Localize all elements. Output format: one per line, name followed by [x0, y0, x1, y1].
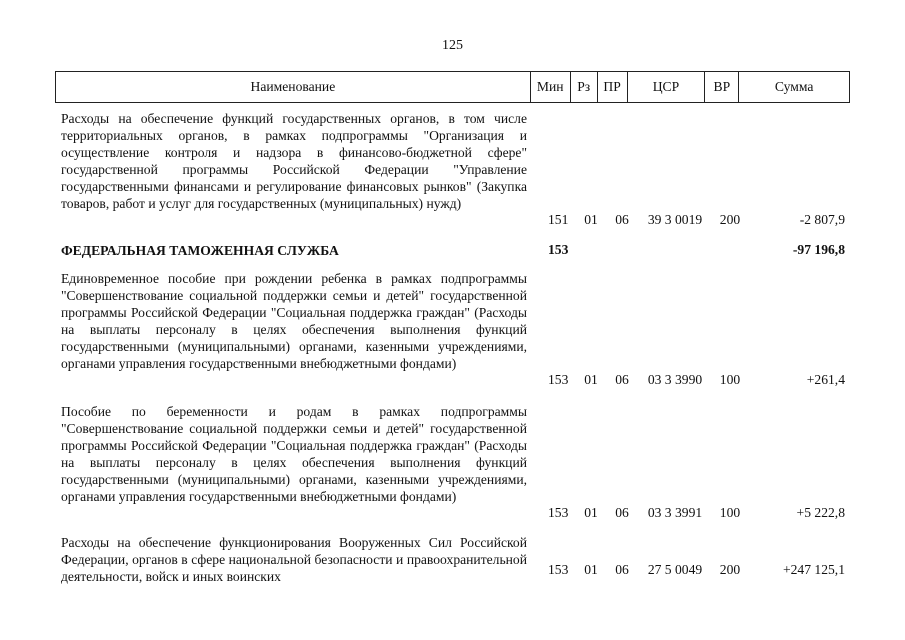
row-csr: 39 3 0019: [647, 212, 703, 227]
row-description: Единовременное пособие при рождении ребенка в рамках подпрограммы "Совершенствование социальной поддержки семьи и детей" государственной программы Российской Федерации "Социальная поддержка граждан" (Расходы на выплаты персоналу в целях обеспечения выполнения функций государственными (муниципальными) органами, казенными учреждениями, органами управления государственными внебюджетными фондами): [61, 271, 527, 372]
row-description: Расходы на обеспечение функций государственных органов, в том числе территориальных органов, в рамках подпрограммы "Организация и осуществление контроля и надзора в финансово-бюджетной сфере" государственной программы Российской Федерации "Управление государственными финансами и регулирование финансовых рынков" (Закупка товаров, работ и услуг для государственных (муниципальных) нужд): [61, 111, 527, 212]
row-rz: 01: [584, 562, 598, 577]
row-pr: 06: [615, 212, 629, 227]
row-rz: 01: [584, 372, 598, 387]
header-pr: ПР: [598, 72, 628, 102]
row-min: 153: [548, 372, 569, 387]
row-vr: 200: [719, 562, 741, 577]
header-csr: ЦСР: [628, 72, 706, 102]
row-sum: +5 222,8: [796, 505, 845, 520]
row-csr: 03 3 3991: [647, 505, 703, 520]
row-pr: 06: [615, 562, 629, 577]
row-vr: 100: [719, 372, 741, 387]
row-csr: 27 5 0049: [647, 562, 703, 577]
row-pr: 06: [615, 372, 629, 387]
row-vr: 200: [719, 212, 741, 227]
row-min: 153: [548, 505, 569, 520]
row-description: Расходы на обеспечение функционирования Вооруженных Сил Российской Федерации, органов в сфере национальной безопасности и правоохранительной деятельности, войск и иных воинских: [61, 535, 527, 585]
row-csr: 03 3 3990: [647, 372, 703, 387]
row-description: ФЕДЕРАЛЬНАЯ ТАМОЖЕННАЯ СЛУЖБА: [61, 243, 339, 258]
row-min: 153: [548, 562, 569, 577]
row-sum: -2 807,9: [799, 212, 845, 227]
header-sum: Сумма: [774, 79, 814, 94]
page-number: 125: [442, 38, 463, 53]
table-header: [55, 71, 850, 103]
row-sum: +261,4: [806, 372, 845, 387]
row-sum: -97 196,8: [792, 242, 845, 257]
row-description: Пособие по беременности и родам в рамках подпрограммы "Совершенствование социальной поддержки семьи и детей" государственной программы Российской Федерации "Социальная поддержка граждан" (Расходы на выплаты персоналу в целях обеспечения выполнения функций государственными (муниципальными) органами, казенными учреждениями, органами управления государственными внебюджетными фондами): [61, 404, 527, 505]
row-rz: 01: [584, 212, 598, 227]
header-min: Мин: [531, 72, 571, 102]
header-rz: Рз: [571, 72, 598, 102]
header-name: Наименование: [56, 72, 531, 102]
row-min: 153: [548, 242, 569, 257]
row-sum: +247 125,1: [782, 562, 845, 577]
header-vr: ВР: [705, 72, 739, 102]
row-rz: 01: [584, 505, 598, 520]
row-pr: 06: [615, 505, 629, 520]
row-vr: 100: [719, 505, 741, 520]
row-min: 151: [548, 212, 569, 227]
